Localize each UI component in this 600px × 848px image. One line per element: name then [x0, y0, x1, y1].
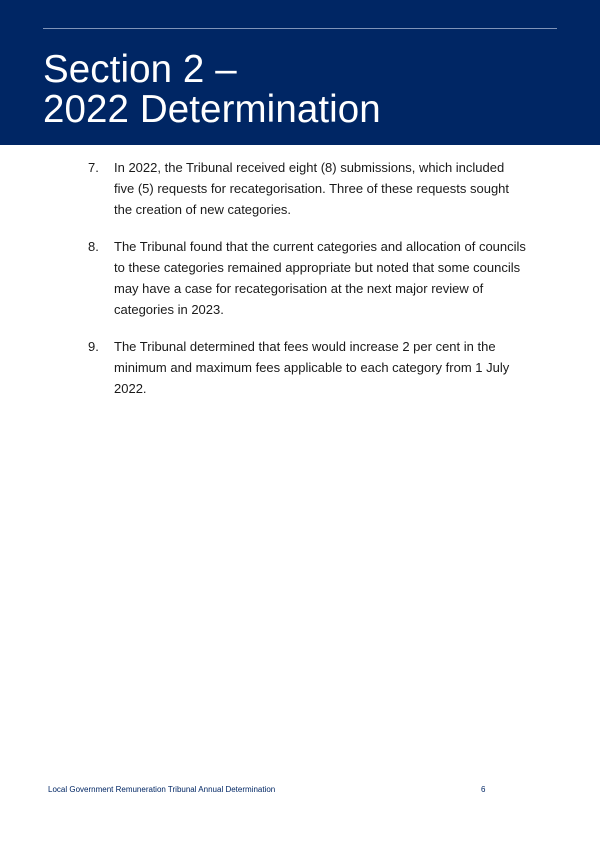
- footer-document-title: Local Government Remuneration Tribunal Annual Determination: [48, 785, 276, 794]
- footer-page-number: 6: [481, 785, 486, 794]
- paragraph-number: 9.: [88, 339, 99, 354]
- paragraph-text: The Tribunal determined that fees would increase 2 per cent in the minimum and maximum fees applicable to each category from 1 July 2022.: [114, 339, 510, 396]
- numbered-paragraph-list: [88, 157, 528, 415]
- paragraph-number: 7.: [88, 160, 99, 175]
- paragraph-text: In 2022, the Tribunal received eight (8) submissions, which included five (5) requests for recategorisation. Three of these requests sought the creation of new categories.: [114, 160, 510, 217]
- paragraph-8: [88, 236, 528, 320]
- paragraph-number: 8.: [88, 239, 99, 254]
- paragraph-9: [88, 336, 528, 399]
- section-title-line-1: Section 2 –: [43, 48, 237, 91]
- paragraph-7: [88, 157, 528, 220]
- header-divider: [43, 28, 557, 29]
- section-title-line-2: 2022 Determination: [43, 88, 381, 131]
- paragraph-text: The Tribunal found that the current categories and allocation of councils to these categories remained appropriate but noted that some councils may have a case for recategorisation at the next major review of categories in 2023.: [114, 239, 526, 317]
- section-header-banner: [0, 0, 600, 145]
- section-title: [43, 50, 381, 130]
